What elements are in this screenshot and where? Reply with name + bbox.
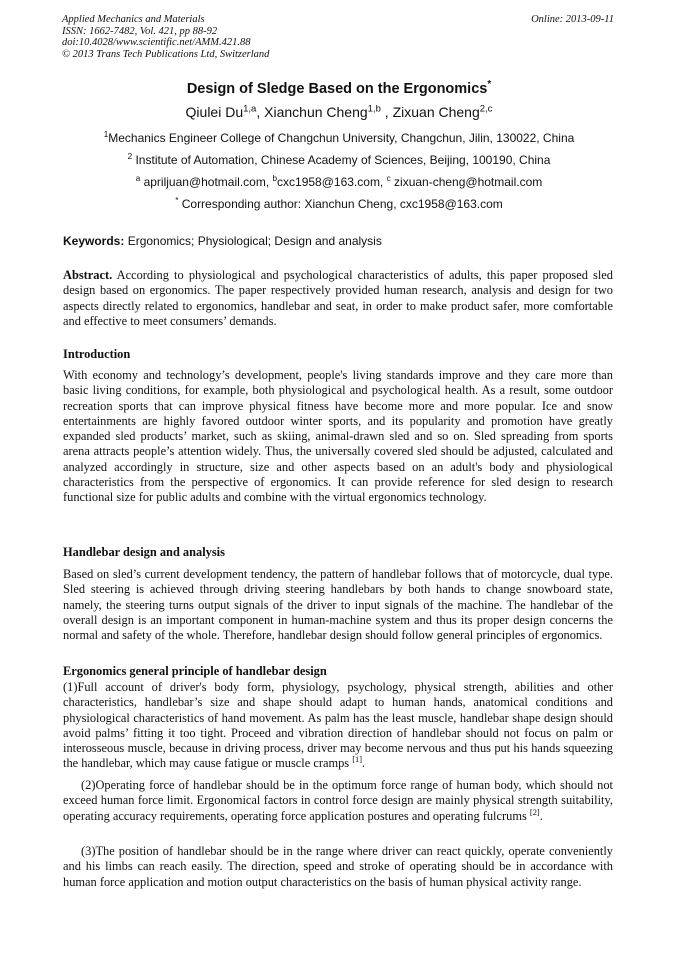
author-sep: , — [256, 104, 265, 120]
email-a: apriljuan@hotmail.com, — [140, 175, 273, 189]
author-sup: 1,b — [367, 103, 381, 115]
citation-1: [1] — [352, 754, 363, 765]
affiliation-text: Mechanics Engineer College of Changchun University, Changchun, Jilin, 130022, China — [108, 131, 575, 145]
principle-1-end: . — [362, 756, 366, 771]
introduction-heading: Introduction — [63, 347, 131, 361]
affiliation-text: Institute of Automation, Chinese Academy of Sciences, Beijing, 100190, China — [132, 153, 551, 167]
keywords-label: Keywords: — [63, 234, 125, 248]
keywords — [63, 234, 382, 249]
principle-subheading: Ergonomics general principle of handlebar design — [63, 664, 327, 678]
email-c: zixuan-cheng@hotmail.com — [390, 175, 543, 189]
author-sup: 2,c — [479, 103, 493, 115]
affiliation-sup: 1 — [103, 130, 109, 139]
author-sep: , — [380, 104, 393, 120]
author-name: Qiulei Du — [185, 104, 244, 120]
abstract-label: Abstract. — [63, 268, 113, 282]
abstract — [63, 268, 613, 329]
email-b: cxc1958@163.com, — [277, 175, 387, 189]
author-name: Xianchun Cheng — [264, 104, 368, 120]
title-text: Design of Sledge Based on the Ergonomics — [186, 81, 488, 97]
keywords-text: Ergonomics; Physiological; Design and analysis — [124, 234, 382, 248]
online-date: Online: 2013-09-11 — [531, 14, 614, 25]
issn-line: ISSN: 1662-7482, Vol. 421, pp 88-92 — [62, 25, 218, 37]
affiliation-2 — [0, 153, 678, 168]
handlebar-paragraph: Based on sled’s current development tendency, the pattern of handlebar follows that of motorcycle, dual type. Sled steering is achieved through driving steering handlebars by both hands to change snowboard state, namely, the steering turns output signals of the driver to input signals of the machine. The handlebar of the overall design is an important component in human-machine system and thus its proper design concerns the normal and safety of the whole. Therefore, handlebar design should follow general principles of ergonomics. — [63, 567, 613, 643]
principle-1-text: (1)Full account of driver's body form, physiology, psychology, physical strength, abilities and other characteristics, handlebar’s size and shape should adapt to human hands, anatomical conditions and physiological characteristics of hand movement. As palm has the least muscle, handlebar shape design should avoid palms’ fitting it too tight. Proceed and vibration direction of handlebar should not focus on palm or interosseous muscle, because in driving process, driver may become nervous and thus put his hands squeezing the handlebar, which may cause fatigue or muscle cramps — [63, 680, 613, 771]
email-line — [0, 175, 678, 190]
corresponding-author — [0, 197, 678, 212]
introduction-paragraph: With economy and technology’s development, people's living standards improve and they care more than basic living conditions, for example, both physiological and psychological health. As a result, some outdoor recreation sports that can improve physical fitness have become more and more popular. Ice and snow entertainments are highly favored outdoor winter sports, and its popularity and promotion have greatly expanded sled products’ market, such as skiing, animal-drawn sled and so on. Sled spreading from sports arena attracts people’s attention widely. Thus, the universally covered sled should be adjusted, calculated and analyzed accordingly in structure, size and other aspects based on an adult's body and physiological characteristics from the perspective of ergonomics. It can provide reference for sled design to research functional size for public adults and combine with the virtual ergonomics technology. — [63, 368, 613, 505]
affiliation-sup: 2 — [127, 152, 133, 161]
title-mark: * — [487, 79, 492, 91]
corresponding-sup: * — [175, 196, 179, 205]
author-list — [0, 103, 678, 121]
email-sup: c — [386, 174, 391, 183]
principle-item-1 — [63, 680, 613, 772]
author-name: Zixuan Cheng — [392, 104, 480, 120]
handlebar-heading: Handlebar design and analysis — [63, 545, 225, 559]
author-sup: 1,a — [243, 103, 257, 115]
journal-header — [62, 14, 362, 60]
affiliation-1 — [0, 131, 678, 146]
copyright-line: © 2013 Trans Tech Publications Ltd, Switzerland — [62, 48, 270, 60]
citation-2: [2] — [529, 806, 540, 817]
email-sup: a — [135, 174, 141, 183]
principle-2-text: (2)Operating force of handlebar should be in the optimum force range of human body, which should not exceed human force limit. Ergonomical factors in control force design are mainly physical strength suitability, operating accuracy requirements, operating force application postures and operating fulcrums — [63, 778, 613, 823]
paper-title — [0, 80, 678, 98]
principle-2-end: . — [539, 808, 543, 823]
principle-item-2 — [63, 778, 613, 824]
abstract-text: According to physiological and psychological characteristics of adults, this paper proposed sled design based on ergonomics. The paper respectively provided human research, analysis and design for two aspects directly related to ergonomics, handlebar and seat, in order to make product safer, more comfortable and effective to meet consumers’ demands. — [63, 268, 613, 328]
corresponding-text: Corresponding author: Xianchun Cheng, cxc1958@163.com — [178, 197, 503, 211]
journal-name: Applied Mechanics and Materials — [62, 14, 205, 25]
email-sup: b — [272, 174, 278, 183]
doi-line: doi:10.4028/www.scientific.net/AMM.421.88 — [62, 37, 251, 48]
principle-item-3: (3)The position of handlebar should be in the range where driver can react quickly, operate conveniently and his limbs can reach easily. The direction, speed and stroke of operating should be in accordance with human force application and motion output characteristics on the basis of human physical activity range. — [63, 844, 613, 889]
